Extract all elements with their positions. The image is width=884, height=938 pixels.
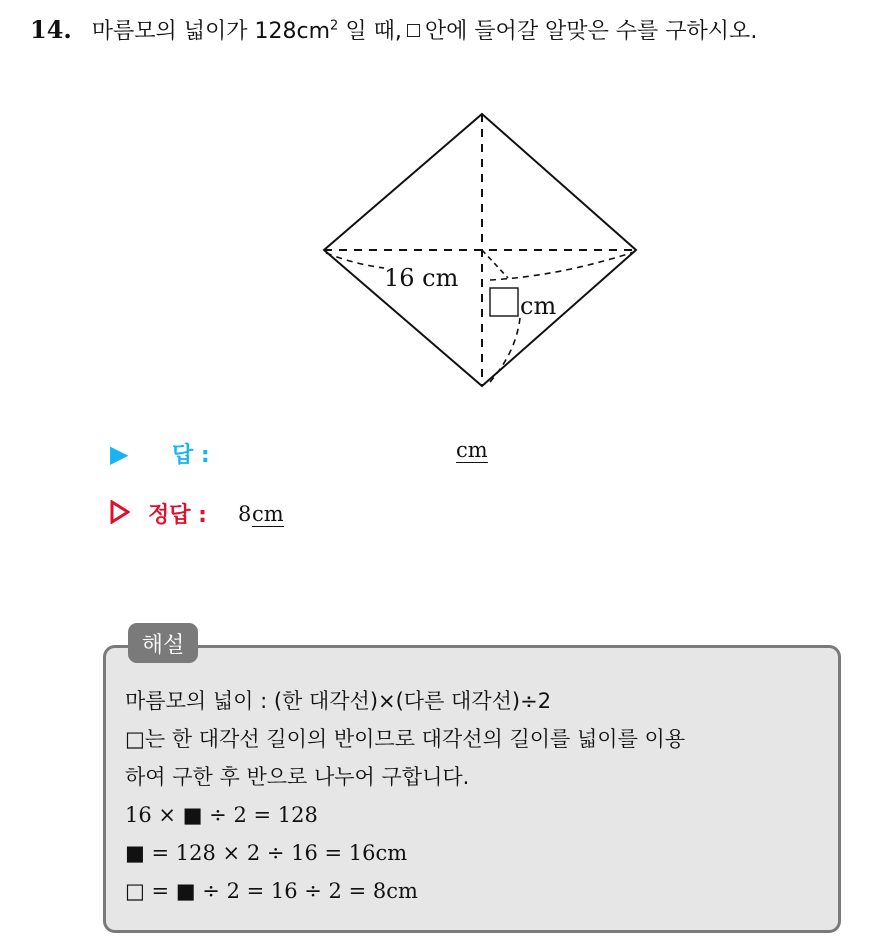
answer-blank-box — [490, 288, 518, 316]
outline-arrow-icon — [110, 500, 130, 524]
blank-unit-label: cm — [520, 292, 557, 320]
question-number: 14. — [30, 15, 72, 44]
correct-answer-value: 8 — [238, 502, 252, 526]
solution-equation: ■ = 128 × 2 ÷ 16 = 16cm — [125, 841, 408, 865]
question-text-end: 안에 들어갈 알맞은 수를 구하시오. — [424, 19, 758, 44]
play-arrow-icon: ▶ — [110, 440, 129, 468]
rhombus-diagram — [300, 100, 660, 400]
diagonal-brace-right — [490, 252, 634, 280]
solution-line: □는 한 대각선 길이의 반이므로 대각선의 길이를 넓이를 이용 — [125, 727, 686, 751]
rhombus-figure — [300, 100, 660, 400]
correct-answer-label: 정답 : — [148, 503, 207, 528]
solution-tag: 해설 — [128, 623, 198, 663]
solution-line: 마름모의 넓이 : (한 대각선)×(다른 대각선)÷2 — [125, 689, 552, 713]
correct-answer-row — [110, 498, 610, 532]
correct-answer-unit: cm — [252, 502, 284, 526]
solution-equation: 16 × ■ ÷ 2 = 128 — [125, 803, 318, 827]
solution-line: 하여 구한 후 반으로 나누어 구합니다. — [125, 765, 470, 789]
answer-label: 답 : — [172, 443, 210, 468]
answer-unit: cm — [456, 438, 488, 462]
question-superscript: 2 — [330, 18, 339, 34]
solution-text — [125, 682, 835, 910]
blank-box-icon — [407, 24, 420, 37]
question — [30, 14, 757, 45]
question-text — [92, 19, 758, 44]
solution-equation: □ = ■ ÷ 2 = 16 ÷ 2 = 8cm — [125, 879, 418, 903]
question-text-after: 일 때, — [338, 19, 402, 44]
half-diagonal-brace-top — [482, 250, 508, 278]
diagonal-length-label: 16 cm — [384, 264, 459, 292]
question-text-before: 마름모의 넓이가 128cm — [91, 19, 331, 44]
half-diagonal-brace-bottom — [490, 318, 520, 382]
answer-row — [110, 436, 610, 468]
